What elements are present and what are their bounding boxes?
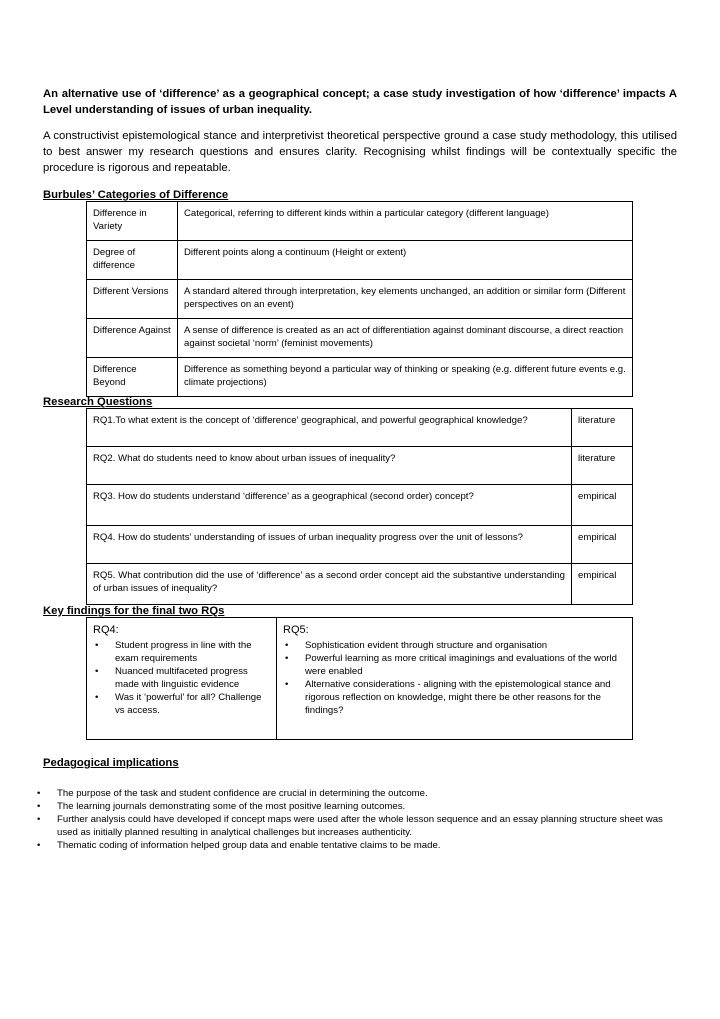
bullet-icon: •: [37, 840, 41, 851]
pedagogical-implications-heading: Pedagogical implications: [43, 757, 179, 769]
category-term: Difference in Variety: [87, 202, 178, 241]
implication-text: The purpose of the task and student confidence are crucial in determining the outcome.: [57, 788, 428, 799]
category-term: Different Versions: [87, 280, 178, 319]
rq4-findings-list: [93, 639, 270, 717]
category-term: Difference Against: [87, 319, 178, 358]
table-row: [87, 319, 633, 358]
rq4-findings-cell: [87, 618, 277, 740]
bullet-icon: •: [37, 801, 41, 812]
table-row: [87, 564, 633, 605]
table-row: [87, 241, 633, 280]
research-type: empirical: [572, 485, 633, 526]
list-item: [283, 639, 626, 652]
rq5-findings-list: [283, 639, 626, 717]
implication-text: The learning journals demonstrating some of the most positive learning outcomes.: [57, 801, 406, 812]
category-description: A sense of difference is created as an act of differentiation against dominant discourse, a direct reaction against societal ‘norm’ (feminist movements): [178, 319, 633, 358]
key-findings-heading: Key findings for the final two RQs: [43, 605, 225, 617]
intro-paragraph: A constructivist epistemological stance and interpretivist theoretical perspective ground a case study methodology, this utilised to best answer my research questions and ensures clarity. Recognising whilst findings will be contextually specific the procedure is rigorous and repeatable.: [43, 130, 677, 174]
finding-text: Student progress in line with the exam requirements: [115, 640, 252, 664]
list-item: [283, 652, 626, 678]
research-type: empirical: [572, 564, 633, 605]
list-item: [93, 665, 270, 691]
list-item: [35, 813, 685, 839]
category-description: Categorical, referring to different kinds within a particular category (different language): [178, 202, 633, 241]
bullet-icon: •: [285, 679, 289, 690]
bullet-icon: •: [285, 640, 289, 651]
research-question: RQ3. How do students understand ‘difference’ as a geographical (second order) concept?: [87, 485, 572, 526]
list-item: [35, 839, 685, 852]
burbules-heading: Burbules’ Categories of Difference: [43, 189, 229, 201]
research-questions-heading: Research Questions: [43, 396, 153, 408]
rq4-label: RQ4:: [93, 624, 119, 636]
table-row: [87, 618, 633, 740]
implications-list: [35, 787, 685, 852]
table-row: [87, 280, 633, 319]
research-type: literature: [572, 409, 633, 447]
category-description: A standard altered through interpretation, key elements unchanged, an addition or similar form (Different perspectives on an event): [178, 280, 633, 319]
category-description: Difference as something beyond a particular way of thinking or speaking (e.g. different future events e.g. climate projections): [178, 358, 633, 397]
list-item: [35, 787, 685, 800]
finding-text: Was it ‘powerful’ for all? Challenge vs access.: [115, 692, 262, 716]
bullet-icon: •: [37, 814, 41, 825]
list-item: [93, 639, 270, 665]
research-type: literature: [572, 447, 633, 485]
category-term: Difference Beyond: [87, 358, 178, 397]
bullet-icon: •: [95, 640, 99, 651]
category-description: Different points along a continuum (Height or extent): [178, 241, 633, 280]
research-question: RQ1.To what extent is the concept of ‘difference’ geographical, and powerful geographical knowledge?: [87, 409, 572, 447]
table-row: [87, 202, 633, 241]
implication-text: Thematic coding of information helped group data and enable tentative claims to be made.: [57, 840, 441, 851]
finding-text: Nuanced multifaceted progress made with linguistic evidence: [115, 666, 248, 690]
table-row: [87, 526, 633, 564]
implication-text: Further analysis could have developed if concept maps were used after the whole lesson sequence and an essay planning structure sheet was used as initially planned resulting in analytical challenges but increases authenticity.: [57, 814, 663, 838]
table-row: [87, 447, 633, 485]
table-row: [87, 358, 633, 397]
table-row: [87, 485, 633, 526]
research-questions-table: [86, 408, 633, 605]
bullet-icon: •: [95, 666, 99, 677]
bullet-icon: •: [285, 653, 289, 664]
list-item: [93, 691, 270, 717]
document-title: An alternative use of ‘difference’ as a geographical concept; a case study investigation of how ‘difference’ impacts A Level understanding of issues of urban inequality.: [43, 88, 677, 116]
key-findings-table: [86, 617, 633, 740]
table-row: [87, 409, 633, 447]
bullet-icon: •: [37, 788, 41, 799]
rq5-label: RQ5:: [283, 624, 309, 636]
list-item: [35, 800, 685, 813]
list-item: [283, 678, 626, 717]
research-question: RQ2. What do students need to know about urban issues of inequality?: [87, 447, 572, 485]
finding-text: Powerful learning as more critical imaginings and evaluations of the world were enabled: [305, 653, 617, 677]
rq5-findings-cell: [277, 618, 633, 740]
finding-text: Alternative considerations - aligning with the epistemological stance and rigorous reflection on knowledge, might there be other reasons for the findings?: [305, 679, 611, 716]
bullet-icon: •: [95, 692, 99, 703]
research-question: RQ5. What contribution did the use of ‘difference’ as a second order concept aid the substantive understanding of urban issues of inequality?: [87, 564, 572, 605]
finding-text: Sophistication evident through structure and organisation: [305, 640, 548, 651]
category-term: Degree of difference: [87, 241, 178, 280]
research-type: empirical: [572, 526, 633, 564]
research-question: RQ4. How do students’ understanding of issues of urban inequality progress over the unit of lessons?: [87, 526, 572, 564]
burbules-table: [86, 201, 633, 397]
